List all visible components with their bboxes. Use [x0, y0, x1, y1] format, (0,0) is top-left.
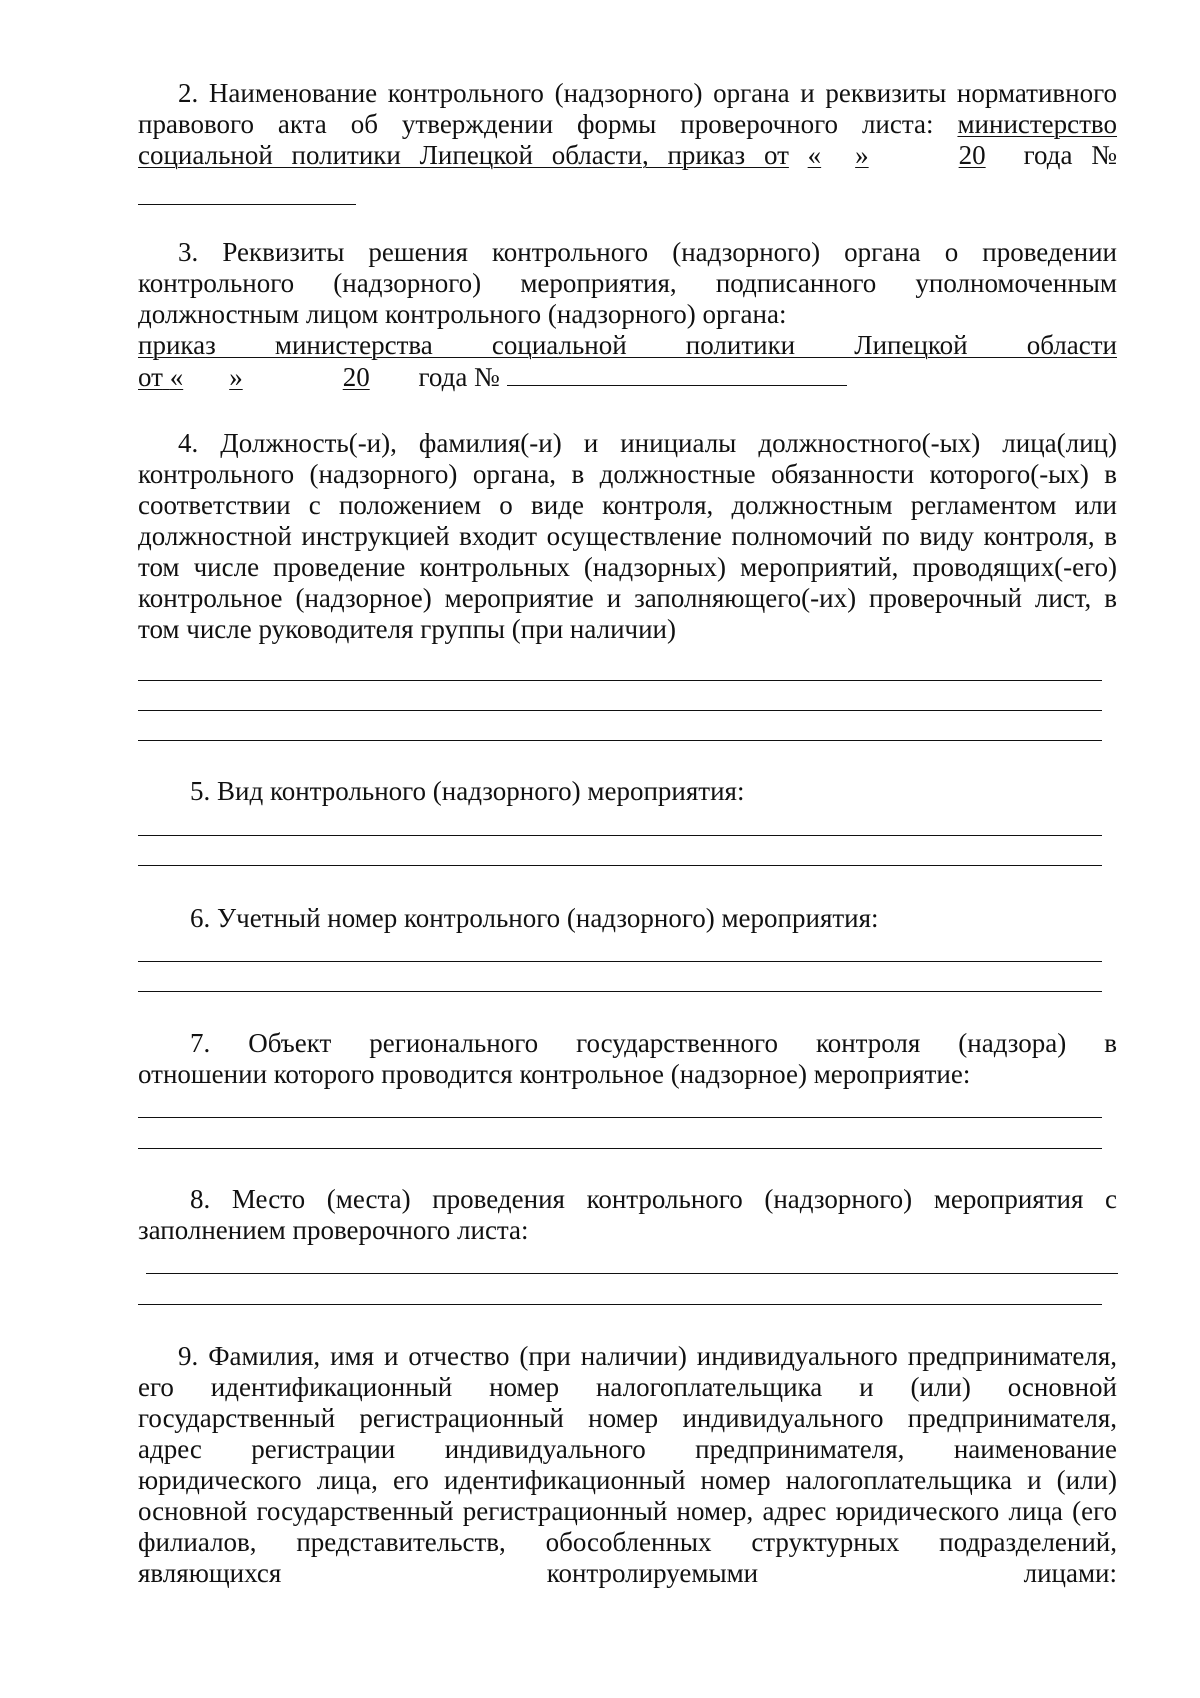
paragraph-3	[138, 237, 1117, 392]
p2-number-field[interactable]	[138, 204, 356, 205]
p4-line-6: контрольное (надзорное) мероприятие и заполняющего(-их) проверочный лист, в	[138, 583, 1117, 613]
p4-fill-line-2[interactable]	[138, 710, 1102, 711]
p9-line-6: основной государственный регистрационный номер, адрес юридического лица (его	[138, 1496, 1117, 1526]
p2-line-3: социальной политики Липецкой области, приказ от « » 20 года №	[138, 140, 1118, 170]
p8-line-1: 8. Место (места) проведения контрольного (надзорного) мероприятия с	[190, 1184, 1117, 1214]
p3-line-1: 3. Реквизиты решения контрольного (надзорного) органа о проведении	[178, 237, 1117, 267]
p4-line-2: контрольного (надзорного) органа, в должностные обязанности которого(-ых) в	[138, 459, 1117, 489]
paragraph-8	[138, 1184, 1117, 1246]
p9-line-5: юридического лица, его идентификационный номер налогоплательщика и (или)	[138, 1465, 1117, 1495]
p2-line-2: правового акта об утверждении формы проверочного листа: министерство	[138, 109, 1118, 139]
p3-line-4: приказ министерства социальной политики Липецкой области	[138, 330, 1117, 360]
p9-line-8: являющихся контролируемыми лицами:	[138, 1558, 1117, 1588]
p8-line-2: заполнением проверочного листа:	[138, 1215, 529, 1245]
p5-fill-line-1[interactable]	[138, 835, 1102, 836]
p6-fill-line-1[interactable]	[138, 961, 1102, 962]
p5-fill-line-2[interactable]	[138, 865, 1102, 866]
p9-line-3: государственный регистрационный номер индивидуального предпринимателя,	[138, 1403, 1117, 1433]
p4-line-1: 4. Должность(-и), фамилия(-и) и инициалы должностного(-ых) лица(лиц)	[178, 428, 1117, 458]
paragraph-4	[138, 428, 1117, 645]
p4-line-3: соответствии с положением о виде контроля, должностным регламентом или	[138, 490, 1117, 520]
p3-line-5: от « » 20 года №	[138, 361, 1117, 392]
p8-fill-line-2[interactable]	[138, 1304, 1102, 1305]
p7-line-2: отношении которого проводится контрольное (надзорное) мероприятие:	[138, 1059, 971, 1089]
p2-date-field[interactable]: « » 20	[807, 140, 986, 170]
paragraph-5	[138, 776, 1117, 807]
p9-line-2: его идентификационный номер налогоплательщика и (или) основной	[138, 1372, 1117, 1402]
p4-line-4: должностной инструкцией входит осуществление полномочий по виду контроля, в	[138, 521, 1117, 551]
p4-fill-line-1[interactable]	[138, 680, 1102, 681]
p3-date-field[interactable]: от « » 20	[138, 362, 370, 392]
paragraph-9	[138, 1341, 1117, 1589]
paragraph-6	[138, 903, 1117, 934]
p3-number-field[interactable]	[507, 361, 847, 386]
p7-fill-line-2[interactable]	[138, 1148, 1102, 1149]
p2-line-1: 2. Наименование контрольного (надзорного) органа и реквизиты нормативного	[178, 78, 1117, 108]
p4-line-5: том числе проведение контрольных (надзорных) мероприятий, проводящих(-его)	[138, 552, 1117, 582]
p2-ministry: министерство	[957, 109, 1118, 139]
p3-line-3: должностным лицом контрольного (надзорного) органа:	[138, 299, 787, 329]
p4-fill-line-3[interactable]	[138, 740, 1102, 741]
paragraph-2	[138, 78, 1117, 171]
p3-line-2: контрольного (надзорного) мероприятия, подписанного уполномоченным	[138, 268, 1117, 298]
p9-line-4: адрес регистрации индивидуального предпринимателя, наименование	[138, 1434, 1117, 1464]
p9-line-7: филиалов, представительств, обособленных структурных подразделений,	[138, 1527, 1117, 1557]
p7-fill-line-1[interactable]	[138, 1117, 1102, 1118]
p6-fill-line-2[interactable]	[138, 991, 1102, 992]
p8-fill-line-1[interactable]	[146, 1273, 1118, 1274]
paragraph-7	[138, 1028, 1117, 1090]
p7-line-1: 7. Объект регионального государственного контроля (надзора) в	[190, 1028, 1117, 1058]
p6-line: 6. Учетный номер контрольного (надзорного) мероприятия:	[190, 903, 879, 933]
p5-line: 5. Вид контрольного (надзорного) мероприятия:	[190, 776, 745, 806]
p4-line-7: том числе руководителя группы (при наличии)	[138, 614, 676, 644]
p9-line-1: 9. Фамилия, имя и отчество (при наличии) индивидуального предпринимателя,	[178, 1341, 1117, 1371]
